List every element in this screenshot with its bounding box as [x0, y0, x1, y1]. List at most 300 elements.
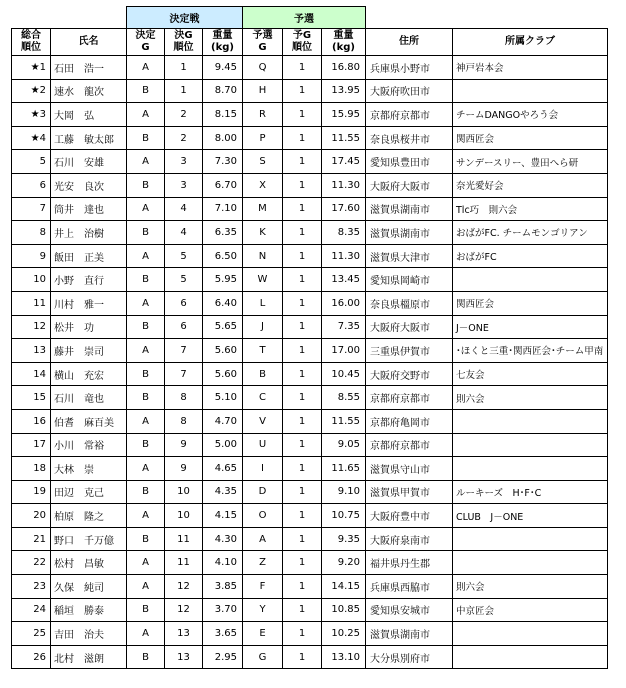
prelim-g-cell: G [243, 645, 283, 669]
table-row [12, 56, 608, 80]
address-cell: 大分県別府市 [366, 645, 453, 669]
final-weight-cell: 4.30 [203, 527, 243, 551]
final-g-rank-cell: 10 [165, 504, 203, 528]
table-row [12, 645, 608, 669]
rank-cell: 25 [12, 622, 51, 646]
final-g-rank-cell: 3 [165, 173, 203, 197]
prelim-g-cell: T [243, 339, 283, 363]
table-row [12, 575, 608, 599]
prelim-weight-cell: 14.15 [322, 575, 366, 599]
final-weight-cell: 5.60 [203, 339, 243, 363]
name-cell: 石川 安雄 [51, 150, 127, 174]
name-cell: 野口 千万億 [51, 527, 127, 551]
rank-cell: 5 [12, 150, 51, 174]
final-g-rank-cell: 12 [165, 598, 203, 622]
name-cell: 光安 良次 [51, 173, 127, 197]
table-row [12, 457, 608, 481]
final-weight-cell: 3.70 [203, 598, 243, 622]
club-cell: CLUB J－ONE [453, 504, 608, 528]
table-row [12, 527, 608, 551]
prelim-group-header: 予選 [243, 7, 366, 29]
prelim-weight-cell: 8.55 [322, 386, 366, 410]
final-weight-cell: 4.35 [203, 480, 243, 504]
prelim-weight-cell: 8.35 [322, 221, 366, 245]
final-g-cell: A [127, 150, 165, 174]
table-row [12, 622, 608, 646]
address-cell: 愛知県豊田市 [366, 150, 453, 174]
prelim-g-rank-cell: 1 [283, 645, 322, 669]
address-cell: 滋賀県守山市 [366, 457, 453, 481]
prelim-g-cell: M [243, 197, 283, 221]
table-row [12, 480, 608, 504]
address-cell: 大阪府豊中市 [366, 504, 453, 528]
results-table-container [11, 6, 608, 669]
prelim-g-cell: E [243, 622, 283, 646]
rank-cell: 20 [12, 504, 51, 528]
prelim-weight-cell: 13.10 [322, 645, 366, 669]
name-cell: 久保 純司 [51, 575, 127, 599]
table-row [12, 598, 608, 622]
prelim-g-rank-cell: 1 [283, 221, 322, 245]
final-g-cell: B [127, 433, 165, 457]
name-cell: 石田 浩一 [51, 56, 127, 80]
final-g-cell: B [127, 386, 165, 410]
prelim-weight-cell: 13.45 [322, 268, 366, 292]
final-g-rank-cell: 1 [165, 79, 203, 103]
address-cell: 滋賀県大津市 [366, 244, 453, 268]
col-header-prelim-g [243, 29, 283, 56]
prelim-weight-cell: 11.30 [322, 244, 366, 268]
club-cell [453, 457, 608, 481]
prelim-weight-cell: 11.65 [322, 457, 366, 481]
table-row [12, 79, 608, 103]
rank-cell: 9 [12, 244, 51, 268]
final-g-cell: B [127, 362, 165, 386]
prelim-g-rank-cell: 1 [283, 79, 322, 103]
name-cell: 柏原 隆之 [51, 504, 127, 528]
final-g-cell: A [127, 409, 165, 433]
prelim-g-cell: A [243, 527, 283, 551]
final-g-header-label: 決定 G [135, 30, 156, 53]
address-cell: 滋賀県湖南市 [366, 197, 453, 221]
prelim-g-rank-cell: 1 [283, 575, 322, 599]
prelim-weight-cell: 10.85 [322, 598, 366, 622]
table-row [12, 126, 608, 150]
prelim-weight-cell: 15.95 [322, 103, 366, 127]
club-cell: Tlc巧 則六会 [453, 197, 608, 221]
prelim-g-rank-cell: 1 [283, 150, 322, 174]
prelim-weight-cell: 10.75 [322, 504, 366, 528]
club-cell: 奈光愛好会 [453, 173, 608, 197]
club-cell: J－ONE [453, 315, 608, 339]
name-cell: 小川 常裕 [51, 433, 127, 457]
final-g-cell: A [127, 244, 165, 268]
prelim-g-rank-cell: 1 [283, 339, 322, 363]
rank-cell: 15 [12, 386, 51, 410]
rank-cell: 6 [12, 173, 51, 197]
final-g-rank-cell: 10 [165, 480, 203, 504]
prelim-weight-cell: 9.10 [322, 480, 366, 504]
address-cell: 滋賀県甲賀市 [366, 480, 453, 504]
final-g-cell: A [127, 457, 165, 481]
name-cell: 井上 治樹 [51, 221, 127, 245]
final-g-cell: A [127, 575, 165, 599]
prelim-g-header-label: 予選 G [252, 30, 273, 53]
prelim-g-rank-cell: 1 [283, 244, 322, 268]
rank-cell: 23 [12, 575, 51, 599]
rank-cell: ★1 [12, 56, 51, 80]
name-cell: 工藤 敏太郎 [51, 126, 127, 150]
prelim-weight-cell: 17.45 [322, 150, 366, 174]
name-cell: 稲垣 勝泰 [51, 598, 127, 622]
prelim-g-cell: I [243, 457, 283, 481]
col-header-final-weight [203, 29, 243, 56]
final-weight-cell: 5.60 [203, 362, 243, 386]
col-header-final-g [127, 29, 165, 56]
final-weight-cell: 7.30 [203, 150, 243, 174]
address-cell: 大阪府泉南市 [366, 527, 453, 551]
prelim-weight-cell: 7.35 [322, 315, 366, 339]
rank-cell: 17 [12, 433, 51, 457]
final-g-rank-cell: 2 [165, 103, 203, 127]
final-weight-cell: 2.95 [203, 645, 243, 669]
final-weight-cell: 8.15 [203, 103, 243, 127]
club-cell: ルーキーズ H･F･C [453, 480, 608, 504]
rank-cell: 11 [12, 291, 51, 315]
final-g-rank-cell: 11 [165, 527, 203, 551]
prelim-g-cell: Y [243, 598, 283, 622]
table-row [12, 504, 608, 528]
prelim-weight-cell: 9.20 [322, 551, 366, 575]
name-cell: 大林 崇 [51, 457, 127, 481]
col-header-final-g-rank [165, 29, 203, 56]
name-cell: 筒井 達也 [51, 197, 127, 221]
prelim-g-cell: F [243, 575, 283, 599]
final-g-rank-cell: 9 [165, 433, 203, 457]
address-cell: 大阪府交野市 [366, 362, 453, 386]
name-cell: 石川 竜也 [51, 386, 127, 410]
col-header-prelim-weight [322, 29, 366, 56]
prelim-g-cell: J [243, 315, 283, 339]
club-cell [453, 433, 608, 457]
address-cell: 京都府京都市 [366, 433, 453, 457]
final-g-rank-cell: 4 [165, 221, 203, 245]
address-cell: 滋賀県湖南市 [366, 622, 453, 646]
prelim-weight-cell: 11.30 [322, 173, 366, 197]
name-cell: 川村 雅一 [51, 291, 127, 315]
prelim-g-cell: L [243, 291, 283, 315]
final-weight-cell: 4.10 [203, 551, 243, 575]
final-weight-cell: 6.35 [203, 221, 243, 245]
prelim-g-cell: O [243, 504, 283, 528]
col-header-address: 住所 [366, 29, 453, 56]
table-row [12, 339, 608, 363]
final-weight-header-label: 重量 (kg) [211, 30, 234, 53]
table-row [12, 150, 608, 174]
club-cell: 神戸岩本会 [453, 56, 608, 80]
final-g-rank-cell: 6 [165, 315, 203, 339]
prelim-g-rank-cell: 1 [283, 315, 322, 339]
final-weight-cell: 6.50 [203, 244, 243, 268]
final-g-rank-cell: 11 [165, 551, 203, 575]
name-cell: 田辺 克己 [51, 480, 127, 504]
club-cell: おばがFC. チームモンゴリアン [453, 221, 608, 245]
prelim-weight-cell: 10.45 [322, 362, 366, 386]
final-weight-cell: 8.70 [203, 79, 243, 103]
address-cell: 奈良県橿原市 [366, 291, 453, 315]
rank-cell: ★3 [12, 103, 51, 127]
rank-cell: 10 [12, 268, 51, 292]
rank-cell: 13 [12, 339, 51, 363]
prelim-g-rank-cell: 1 [283, 504, 322, 528]
prelim-g-cell: Z [243, 551, 283, 575]
final-g-cell: A [127, 291, 165, 315]
blank-cell [51, 7, 127, 29]
prelim-weight-cell: 11.55 [322, 126, 366, 150]
final-g-cell: A [127, 551, 165, 575]
final-g-cell: B [127, 221, 165, 245]
prelim-weight-header-label: 重量 (kg) [332, 30, 355, 53]
address-cell: 京都府京都市 [366, 386, 453, 410]
final-g-rank-header-label: 決G 順位 [173, 30, 194, 53]
table-row [12, 197, 608, 221]
address-cell: 京都府京都市 [366, 103, 453, 127]
prelim-g-rank-cell: 1 [283, 291, 322, 315]
prelim-g-rank-cell: 1 [283, 480, 322, 504]
prelim-weight-cell: 9.05 [322, 433, 366, 457]
final-g-cell: B [127, 645, 165, 669]
rank-cell: 18 [12, 457, 51, 481]
club-cell: 関西匠会 [453, 291, 608, 315]
club-cell [453, 79, 608, 103]
prelim-g-cell: R [243, 103, 283, 127]
name-cell: 大岡 弘 [51, 103, 127, 127]
final-g-rank-cell: 3 [165, 150, 203, 174]
name-cell: 伯耆 麻百美 [51, 409, 127, 433]
club-cell: 中京匠会 [453, 598, 608, 622]
rank-cell: ★2 [12, 79, 51, 103]
prelim-g-cell: P [243, 126, 283, 150]
final-weight-cell: 4.70 [203, 409, 243, 433]
blank-cell [12, 7, 51, 29]
table-row [12, 291, 608, 315]
address-cell: 奈良県桜井市 [366, 126, 453, 150]
rank-cell: 22 [12, 551, 51, 575]
col-header-name: 氏名 [51, 29, 127, 56]
prelim-weight-cell: 13.95 [322, 79, 366, 103]
final-weight-cell: 8.00 [203, 126, 243, 150]
name-cell: 松村 昌敏 [51, 551, 127, 575]
final-weight-cell: 3.65 [203, 622, 243, 646]
prelim-g-rank-cell: 1 [283, 598, 322, 622]
address-cell: 愛知県岡崎市 [366, 268, 453, 292]
final-g-rank-cell: 6 [165, 291, 203, 315]
prelim-g-rank-cell: 1 [283, 409, 322, 433]
prelim-g-cell: K [243, 221, 283, 245]
club-cell [453, 551, 608, 575]
prelim-g-rank-cell: 1 [283, 173, 322, 197]
prelim-g-cell: C [243, 386, 283, 410]
rank-cell: 14 [12, 362, 51, 386]
club-cell: チームDANGOやろう会 [453, 103, 608, 127]
club-cell: 則六会 [453, 386, 608, 410]
name-cell: 藤井 崇司 [51, 339, 127, 363]
club-cell: ･ほくと三重･関西匠会･チーム甲南 [453, 339, 608, 363]
column-header-row [12, 29, 608, 56]
name-cell: 吉田 治夫 [51, 622, 127, 646]
prelim-g-cell: W [243, 268, 283, 292]
table-row [12, 409, 608, 433]
name-cell: 北村 滋朗 [51, 645, 127, 669]
final-g-rank-cell: 13 [165, 622, 203, 646]
prelim-g-rank-cell: 1 [283, 268, 322, 292]
address-cell: 兵庫県西脇市 [366, 575, 453, 599]
prelim-g-rank-header-label: 予G 順位 [292, 30, 312, 53]
final-weight-cell: 4.15 [203, 504, 243, 528]
table-row [12, 103, 608, 127]
results-table [11, 6, 608, 669]
club-cell [453, 645, 608, 669]
final-g-cell: B [127, 268, 165, 292]
col-header-prelim-g-rank [283, 29, 322, 56]
table-row [12, 362, 608, 386]
prelim-g-rank-cell: 1 [283, 126, 322, 150]
prelim-weight-cell: 17.60 [322, 197, 366, 221]
table-row [12, 551, 608, 575]
final-g-cell: B [127, 480, 165, 504]
final-g-rank-cell: 13 [165, 645, 203, 669]
prelim-g-cell: H [243, 79, 283, 103]
final-weight-cell: 5.95 [203, 268, 243, 292]
address-cell: 大阪府大阪市 [366, 173, 453, 197]
table-row [12, 268, 608, 292]
prelim-weight-cell: 17.00 [322, 339, 366, 363]
final-weight-cell: 6.40 [203, 291, 243, 315]
name-cell: 速水 龍次 [51, 79, 127, 103]
results-body [12, 56, 608, 669]
final-weight-cell: 5.00 [203, 433, 243, 457]
final-g-cell: A [127, 504, 165, 528]
prelim-g-cell: N [243, 244, 283, 268]
final-g-rank-cell: 8 [165, 409, 203, 433]
prelim-g-cell: U [243, 433, 283, 457]
rank-cell: 12 [12, 315, 51, 339]
rank-cell: 16 [12, 409, 51, 433]
prelim-g-rank-cell: 1 [283, 622, 322, 646]
club-cell [453, 527, 608, 551]
table-row [12, 386, 608, 410]
rank-header-label: 総合 順位 [21, 30, 41, 53]
name-cell: 松井 功 [51, 315, 127, 339]
name-cell: 横山 充宏 [51, 362, 127, 386]
final-g-cell: B [127, 527, 165, 551]
table-row [12, 315, 608, 339]
club-cell [453, 268, 608, 292]
final-weight-cell: 5.10 [203, 386, 243, 410]
table-row [12, 173, 608, 197]
address-cell: 福井県丹生郡 [366, 551, 453, 575]
final-g-rank-cell: 1 [165, 56, 203, 80]
rank-cell: 7 [12, 197, 51, 221]
prelim-g-rank-cell: 1 [283, 386, 322, 410]
prelim-weight-cell: 16.00 [322, 291, 366, 315]
prelim-g-cell: S [243, 150, 283, 174]
address-cell: 三重県伊賀市 [366, 339, 453, 363]
club-cell: 七友会 [453, 362, 608, 386]
prelim-weight-cell: 10.25 [322, 622, 366, 646]
address-cell: 兵庫県小野市 [366, 56, 453, 80]
table-row [12, 244, 608, 268]
final-weight-cell: 7.10 [203, 197, 243, 221]
final-g-rank-cell: 7 [165, 362, 203, 386]
final-g-rank-cell: 9 [165, 457, 203, 481]
final-g-rank-cell: 7 [165, 339, 203, 363]
final-g-rank-cell: 12 [165, 575, 203, 599]
final-g-cell: A [127, 622, 165, 646]
prelim-weight-cell: 9.35 [322, 527, 366, 551]
prelim-g-rank-cell: 1 [283, 433, 322, 457]
prelim-g-cell: B [243, 362, 283, 386]
prelim-g-rank-cell: 1 [283, 103, 322, 127]
prelim-g-rank-cell: 1 [283, 362, 322, 386]
address-cell: 愛知県安城市 [366, 598, 453, 622]
final-g-rank-cell: 5 [165, 268, 203, 292]
final-g-cell: B [127, 598, 165, 622]
address-cell: 京都府亀岡市 [366, 409, 453, 433]
rank-cell: 21 [12, 527, 51, 551]
final-g-rank-cell: 5 [165, 244, 203, 268]
final-g-cell: A [127, 56, 165, 80]
final-g-cell: A [127, 197, 165, 221]
prelim-g-rank-cell: 1 [283, 56, 322, 80]
blank-cell [453, 7, 608, 29]
final-g-rank-cell: 4 [165, 197, 203, 221]
col-header-rank [12, 29, 51, 56]
club-cell: おばがFC [453, 244, 608, 268]
blank-cell [366, 7, 453, 29]
final-weight-cell: 3.85 [203, 575, 243, 599]
prelim-g-rank-cell: 1 [283, 527, 322, 551]
final-g-cell: B [127, 126, 165, 150]
table-row [12, 221, 608, 245]
rank-cell: 24 [12, 598, 51, 622]
final-weight-cell: 5.65 [203, 315, 243, 339]
name-cell: 飯田 正美 [51, 244, 127, 268]
final-g-cell: B [127, 173, 165, 197]
final-weight-cell: 6.70 [203, 173, 243, 197]
prelim-g-cell: D [243, 480, 283, 504]
rank-cell: ★4 [12, 126, 51, 150]
address-cell: 大阪府吹田市 [366, 79, 453, 103]
col-header-club: 所属クラブ [453, 29, 608, 56]
club-cell: サンデースリー、豊田へら研 [453, 150, 608, 174]
rank-cell: 26 [12, 645, 51, 669]
final-group-header: 決定戦 [127, 7, 243, 29]
name-cell: 小野 直行 [51, 268, 127, 292]
club-cell: 関西匠会 [453, 126, 608, 150]
prelim-g-cell: Q [243, 56, 283, 80]
prelim-g-rank-cell: 1 [283, 457, 322, 481]
final-g-rank-cell: 2 [165, 126, 203, 150]
final-g-cell: B [127, 315, 165, 339]
prelim-g-cell: X [243, 173, 283, 197]
club-cell: 則六会 [453, 575, 608, 599]
final-g-cell: B [127, 79, 165, 103]
table-row [12, 433, 608, 457]
rank-cell: 19 [12, 480, 51, 504]
club-cell [453, 409, 608, 433]
final-weight-cell: 4.65 [203, 457, 243, 481]
